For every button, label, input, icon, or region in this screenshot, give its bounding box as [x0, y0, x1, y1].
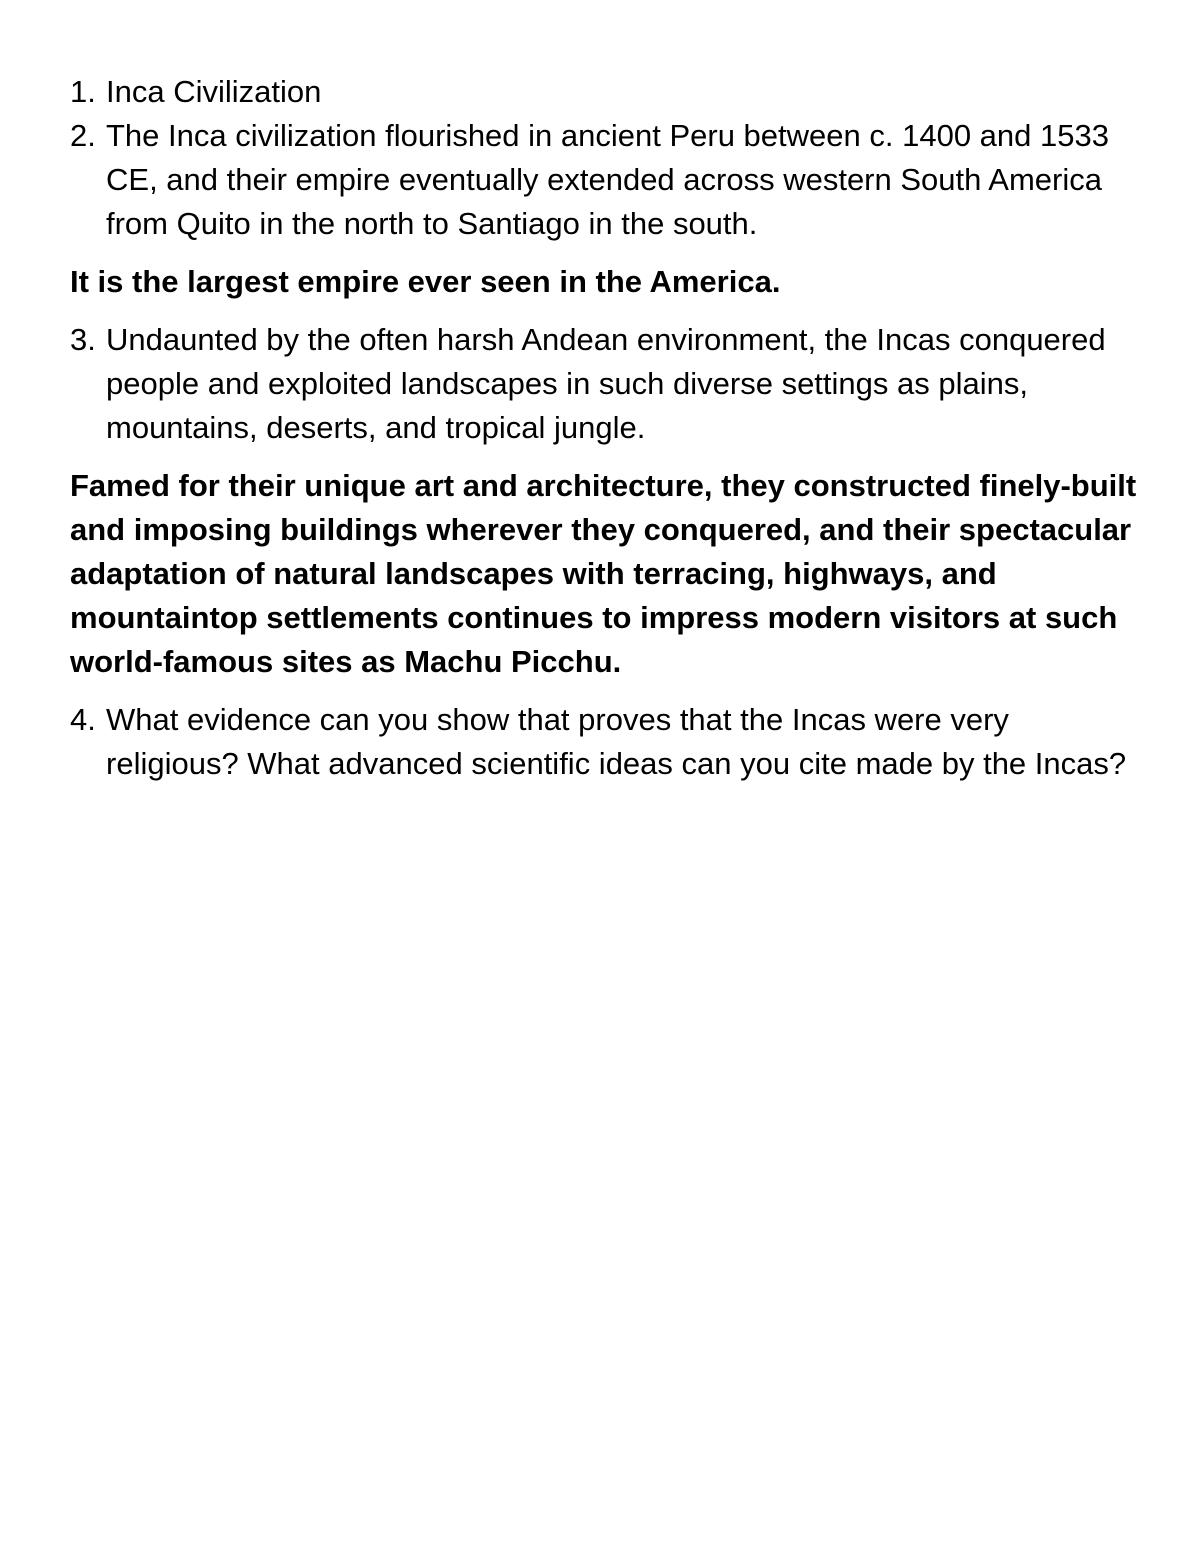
list-item-text: Undaunted by the often harsh Andean environment, the Incas conquered people and exploited landscapes in such diverse settings as plains, mountains, deserts, and tropical jungle. — [106, 322, 1106, 445]
bold-paragraph-largest-empire: It is the largest empire ever seen in the America. — [70, 264, 781, 299]
document-page — [70, 70, 1140, 786]
bold-paragraph-art-architecture: Famed for their unique art and architecture, they constructed finely-built and imposing buildings wherever they conquered, and their spectacular adaptation of natural landscapes with terracing, highways, and mountaintop settlements continues to impress modern visitors at such world-famous sites as Machu Picchu. — [70, 468, 1137, 679]
list-item-text: The Inca civilization flourished in ancient Peru between c. 1400 and 1533 CE, and their empire eventually extended across western South America from Quito in the north to Santiago in the south. — [106, 118, 1109, 241]
list-number: 3. — [70, 322, 96, 357]
list-item-2 — [70, 114, 1140, 246]
list-item-4 — [70, 698, 1140, 786]
list-item-3 — [70, 318, 1140, 450]
list-number: 1. — [70, 74, 96, 109]
list-item-text: What evidence can you show that proves that the Incas were very religious? What advanced scientific ideas can you cite made by the Incas? — [106, 702, 1127, 781]
list-number: 4. — [70, 702, 96, 737]
list-number: 2. — [70, 118, 96, 153]
list-item-text: Inca Civilization — [106, 74, 322, 109]
list-item-1 — [70, 70, 1140, 114]
